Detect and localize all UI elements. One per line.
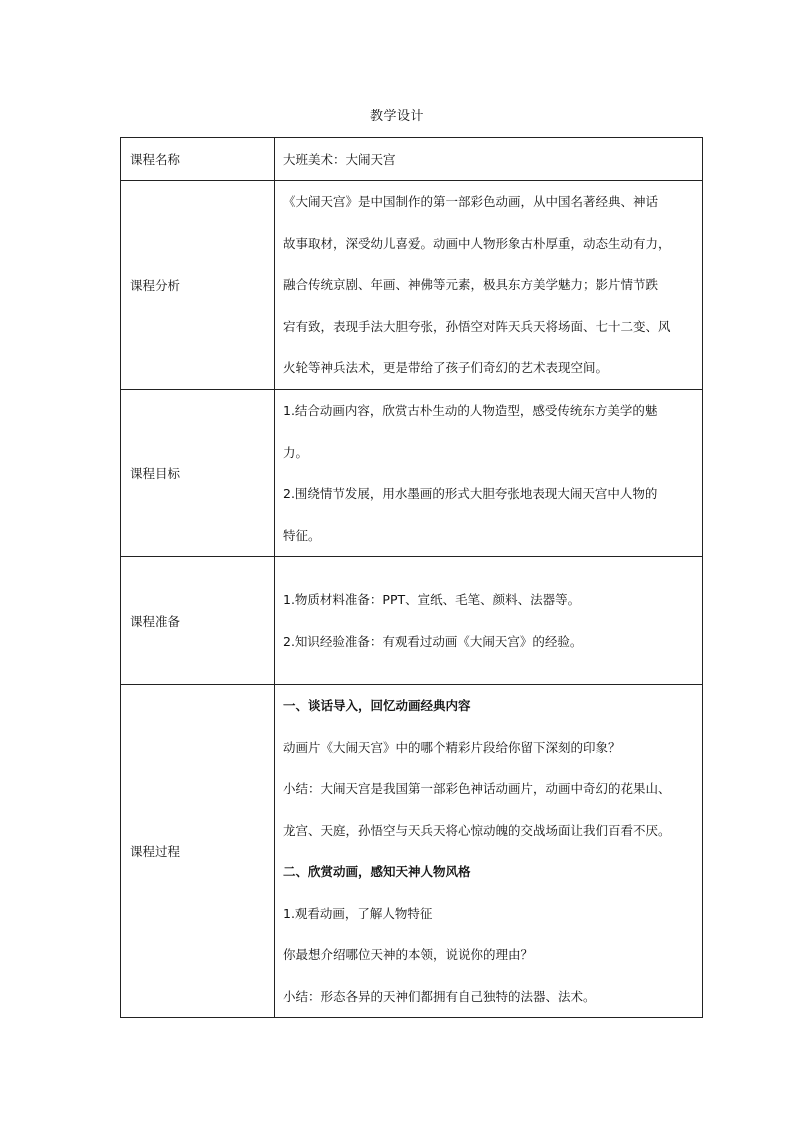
process-line: 动画片《大闹天宫》中的哪个精彩片段给你留下深刻的印象？ [283,739,621,755]
goal-line: 特征。 [283,527,321,543]
process-section-heading: 一、谈话导入，回忆动画经典内容 [283,698,471,713]
analysis-line: 故事取材，深受幼儿喜爱。动画中人物形象古朴厚重，动态生动有力， [283,235,671,251]
preparation-line: 2.知识经验准备：有观看过动画《大闹天宫》的经验。 [283,633,583,649]
goal-line: 2.围绕情节发展，用水墨画的形式大胆夸张地表现大闹天宫中人物的 [283,486,658,501]
row-course-name [121,138,703,181]
row-course-process [121,685,703,1018]
course-name-label: 课程名称 [121,138,275,181]
lesson-plan-table [120,137,703,1018]
course-preparation-label: 课程准备 [121,557,275,685]
course-analysis-content [275,181,703,390]
row-course-goals [121,390,703,557]
process-line: 龙宫、天庭，孙悟空与天兵天将心惊动魄的交战场面让我们百看不厌。 [283,822,671,838]
analysis-line: 宕有致，表现手法大胆夸张，孙悟空对阵天兵天将场面、七十二变、风 [283,318,671,334]
course-process-label: 课程过程 [121,685,275,1018]
row-course-analysis [121,181,703,390]
process-line: 小结：大闹天宫是我国第一部彩色神话动画片，动画中奇幻的花果山、 [283,781,671,796]
process-line: 小结：形态各异的天神们都拥有自己独特的法器、法术。 [283,988,596,1004]
analysis-line: 融合传统京剧、年画、神佛等元素，极具东方美学魅力；影片情节跌 [283,277,659,293]
course-goals-content [275,390,703,557]
document-title: 教学设计 [369,109,424,124]
process-line: 你最想介绍哪位天神的本领，说说你的理由？ [283,947,534,962]
course-goals-label: 课程目标 [121,390,275,557]
goal-line: 1.结合动画内容，欣赏古朴生动的人物造型，感受传统东方美学的魅 [283,403,658,418]
course-analysis-label: 课程分析 [121,181,275,390]
course-process-content [275,685,703,1018]
goal-line: 力。 [283,444,309,460]
course-preparation-content [275,557,703,685]
analysis-line: 火轮等神兵法术，更是带给了孩子们奇幻的艺术表现空间。 [283,360,609,376]
process-section-heading: 二、欣赏动画，感知天神人物风格 [283,864,471,879]
course-name-value: 大班美术：大闹天宫 [275,138,703,181]
analysis-line: 《大闹天宫》是中国制作的第一部彩色动画，从中国名著经典、神话 [283,194,659,210]
preparation-line: 1.物质材料准备：PPT、宣纸、毛笔、颜料、法器等。 [283,592,581,607]
row-course-preparation [121,557,703,685]
process-line: 1.观看动画，了解人物特征 [283,905,433,921]
